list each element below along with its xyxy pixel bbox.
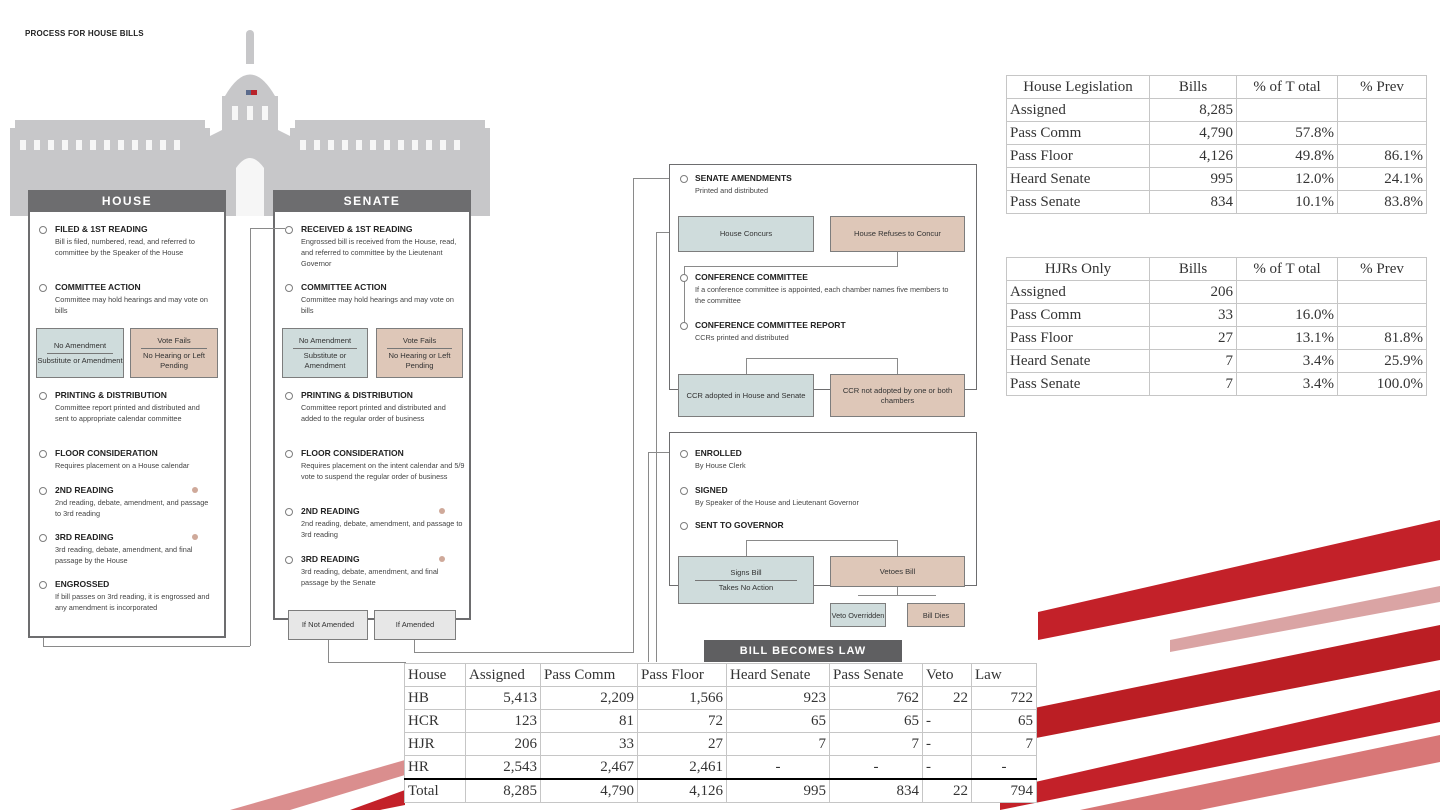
table-row [1007,168,1427,191]
connector-line [746,540,747,556]
ccr-not-adopted-box: CCR not adopted by one or both chambers [830,374,965,417]
table-cell: 27 [1150,327,1237,350]
table-header-cell: % of T otal [1237,258,1338,281]
table-cell: HR [405,756,466,780]
table-header-cell: % of T otal [1237,76,1338,99]
step-dot-icon [680,522,688,530]
house-step-engrossed: ENGROSSED If bill passes on 3rd reading, it is engrossed and any amendment is incorporated [55,579,210,612]
senate-step-printing: PRINTING & DISTRIBUTION Committee report printed and distributed and added to the regular order of business [301,390,446,423]
table-cell: 65 [727,710,830,733]
table-cell: 2,467 [541,756,638,780]
senate-step-received: RECEIVED & 1ST READING Engrossed bill is received from the House, read, and referred to committee by the Lieutenant Governor [301,224,457,268]
table-header-row [1007,258,1427,281]
table-cell: 762 [830,687,923,710]
house-concurs-box: House Concurs [678,216,814,252]
sent-to-governor-step: SENT TO GOVERNOR [695,520,784,530]
ccr-adopted-box: CCR adopted in House and Senate [678,374,814,417]
table-cell: 923 [727,687,830,710]
connector-line [858,595,936,596]
table-cell: 100.0% [1338,373,1427,396]
step-dot-icon [39,284,47,292]
table-cell: 995 [1150,168,1237,191]
step-dot-icon [39,226,47,234]
table-header-cell: Heard Senate [727,664,830,687]
table-header-cell: Pass Floor [638,664,727,687]
house-step-floor: FLOOR CONSIDERATION Requires placement on a House calendar [55,448,190,470]
table-cell: 4,126 [1150,145,1237,168]
table-cell: 1,566 [638,687,727,710]
table-cell: 22 [923,779,972,803]
table-header-cell: House Legislation [1007,76,1150,99]
connector-line [897,540,898,556]
table-cell: 16.0% [1237,304,1338,327]
senate-step-committee: COMMITTEE ACTION Committee may hold hearings and may vote on bills [301,282,454,315]
signs-bill-box: Signs Bill Takes No Action [678,556,814,604]
senate-step-3rd-reading: 3RD READING 3rd reading, debate, amendment, and final passage by the Senate [301,554,439,587]
table-row [405,687,1037,710]
connector-line [897,587,898,595]
table-cell: 83.8% [1338,191,1427,214]
table-cell: 86.1% [1338,145,1427,168]
table-header-cell: Bills [1150,258,1237,281]
table-cell: 4,790 [1150,122,1237,145]
table-header-cell: Veto [923,664,972,687]
table-cell: - [923,710,972,733]
table-cell: 4,126 [638,779,727,803]
bill-becomes-law-banner: BILL BECOMES LAW [704,640,902,662]
table-header-cell: Pass Comm [541,664,638,687]
table-cell: 7 [1150,350,1237,373]
table-cell [1338,304,1427,327]
connector-line [250,228,251,646]
connector-line [746,358,898,359]
table-header-cell: % Prev [1338,76,1427,99]
table-cell: Pass Comm [1007,122,1150,145]
connector-line [648,452,670,453]
step-dot-icon [680,175,688,183]
table-cell: 3.4% [1237,350,1338,373]
table-header-cell: Assigned [466,664,541,687]
table-total-row [405,779,1037,803]
connector-line [43,638,44,646]
table-cell: Pass Senate [1007,373,1150,396]
table-cell: HB [405,687,466,710]
table-cell: Pass Senate [1007,191,1150,214]
step-dot-icon [39,450,47,458]
table-row [1007,191,1427,214]
table-cell: Heard Senate [1007,168,1150,191]
if-amended-box: If Amended [374,610,456,640]
table-cell: 72 [638,710,727,733]
connector-line [633,178,670,179]
table-header-cell: Bills [1150,76,1237,99]
table-header-cell: HJRs Only [1007,258,1150,281]
table-row [1007,145,1427,168]
house-step-filed: FILED & 1ST READING Bill is filed, numbered, read, and referred to committee by the Speaker of the House [55,224,195,257]
table-cell: Pass Floor [1007,145,1150,168]
table-row [1007,350,1427,373]
connector-line [897,252,898,266]
senate-no-amendment-box: No Amendment Substitute or Amendment [282,328,368,378]
table-cell: - [972,756,1037,780]
table-cell [1338,281,1427,304]
table-cell: 7 [972,733,1037,756]
step-dot-icon [39,392,47,400]
table-cell: 2,209 [541,687,638,710]
table-cell: Pass Comm [1007,304,1150,327]
connector-line [746,540,898,541]
table-cell: 8,285 [1150,99,1237,122]
enrolled-step: ENROLLED By House Clerk [695,448,746,470]
table-cell: 10.1% [1237,191,1338,214]
table-row [1007,122,1427,145]
senate-heading: SENATE [273,190,471,212]
table-cell: Assigned [1007,99,1150,122]
step-dot-icon [39,534,47,542]
table-cell: 7 [1150,373,1237,396]
table-header-row [1007,76,1427,99]
table-cell: Total [405,779,466,803]
connector-line [250,228,285,229]
table-row [1007,304,1427,327]
table-cell: 2,461 [638,756,727,780]
table-cell: 81.8% [1338,327,1427,350]
veto-overridden-box: Veto Overridden [830,603,886,627]
table-cell: 7 [727,733,830,756]
vetoes-bill-box: Vetoes Bill [830,556,965,587]
house-refuses-box: House Refuses to Concur [830,216,965,252]
step-dot-icon [680,450,688,458]
senate-vote-fails-box: Vote Fails No Hearing or Left Pending [376,328,463,378]
table-cell: 57.8% [1237,122,1338,145]
table-cell [1338,99,1427,122]
table-header-cell: % Prev [1338,258,1427,281]
table-cell: 13.1% [1237,327,1338,350]
connector-line [656,232,657,662]
table-cell: 22 [923,687,972,710]
house-legislation-table [1006,75,1427,214]
connector-line [414,652,634,653]
table-cell: 24.1% [1338,168,1427,191]
table-header-cell: Law [972,664,1037,687]
step-dot-icon [39,581,47,589]
table-cell: 81 [541,710,638,733]
table-cell: 49.8% [1237,145,1338,168]
connector-line [684,266,898,267]
table-cell: 206 [1150,281,1237,304]
step-dot-icon [680,274,688,282]
connector-line [328,662,406,663]
conference-report-step: CONFERENCE COMMITTEE REPORT CCRs printed and distributed [695,320,846,342]
connector-line [746,358,747,374]
table-cell: 65 [972,710,1037,733]
table-cell: 834 [830,779,923,803]
table-cell: - [727,756,830,780]
table-cell: 25.9% [1338,350,1427,373]
table-cell: 33 [541,733,638,756]
table-cell: HCR [405,710,466,733]
step-dot-icon [285,556,293,564]
table-cell: 206 [466,733,541,756]
connector-line [897,358,898,374]
house-heading: HOUSE [28,190,226,212]
table-cell: 995 [727,779,830,803]
house-step-committee: COMMITTEE ACTION Committee may hold hearings and may vote on bills [55,282,208,315]
table-cell: 33 [1150,304,1237,327]
senate-amendments-step: SENATE AMENDMENTS Printed and distributed [695,173,792,195]
table-header-cell: Pass Senate [830,664,923,687]
house-step-3rd-reading: 3RD READING 3rd reading, debate, amendment, and final passage by the House [55,532,193,565]
table-cell: - [830,756,923,780]
table-row [405,756,1037,780]
if-not-amended-box: If Not Amended [288,610,368,640]
table-cell: Assigned [1007,281,1150,304]
table-cell: 4,790 [541,779,638,803]
connector-line [43,646,250,647]
table-cell: 123 [466,710,541,733]
table-row [1007,327,1427,350]
house-step-printing: PRINTING & DISTRIBUTION Committee report printed and distributed and sent to appropriate calendar committee [55,390,200,423]
step-dot-icon [285,284,293,292]
house-no-amendment-box: No Amendment Substitute or Amendment [36,328,124,378]
table-cell: 722 [972,687,1037,710]
table-cell: 794 [972,779,1037,803]
table-cell: Pass Floor [1007,327,1150,350]
table-cell: 27 [638,733,727,756]
summary-table [404,663,1037,803]
table-cell: Heard Senate [1007,350,1150,373]
connector-line [633,178,634,652]
table-cell [1338,122,1427,145]
table-cell: 12.0% [1237,168,1338,191]
table-cell: 834 [1150,191,1237,214]
table-row [1007,281,1427,304]
step-dot-icon [285,392,293,400]
connector-line [414,640,415,652]
step-dot-icon [285,508,293,516]
table-cell [1237,99,1338,122]
house-vote-fails-box: Vote Fails No Hearing or Left Pending [130,328,218,378]
table-row [1007,373,1427,396]
step-dot-icon [285,226,293,234]
table-cell [1237,281,1338,304]
step-dot-icon [39,487,47,495]
senate-step-floor: FLOOR CONSIDERATION Requires placement on the intent calendar and 5/9 vote to suspend the regular order of business [301,448,465,481]
conference-committee-step: CONFERENCE COMMITTEE If a conference committee is appointed, each chamber names five members to the committee [695,272,949,305]
signed-step: SIGNED By Speaker of the House and Lieutenant Governor [695,485,859,507]
house-step-2nd-reading: 2ND READING 2nd reading, debate, amendment, and passage to 3rd reading [55,485,209,518]
connector-line [328,640,329,662]
table-row [1007,99,1427,122]
step-dot-icon [680,322,688,330]
table-cell: 5,413 [466,687,541,710]
table-cell: 2,543 [466,756,541,780]
connector-line [648,452,649,662]
table-cell: 3.4% [1237,373,1338,396]
table-cell: - [923,756,972,780]
hjrs-only-table [1006,257,1427,396]
step-dot-icon [680,487,688,495]
page-title: PROCESS FOR HOUSE BILLS [25,29,144,38]
table-cell: - [923,733,972,756]
senate-step-2nd-reading: 2ND READING 2nd reading, debate, amendment, and passage to 3rd reading [301,506,463,539]
table-row [405,710,1037,733]
table-cell: HJR [405,733,466,756]
table-cell: 7 [830,733,923,756]
table-cell: 8,285 [466,779,541,803]
table-header-cell: House [405,664,466,687]
bill-dies-box: Bill Dies [907,603,965,627]
table-cell: 65 [830,710,923,733]
step-dot-icon [285,450,293,458]
table-row [405,733,1037,756]
table-header-row [405,664,1037,687]
